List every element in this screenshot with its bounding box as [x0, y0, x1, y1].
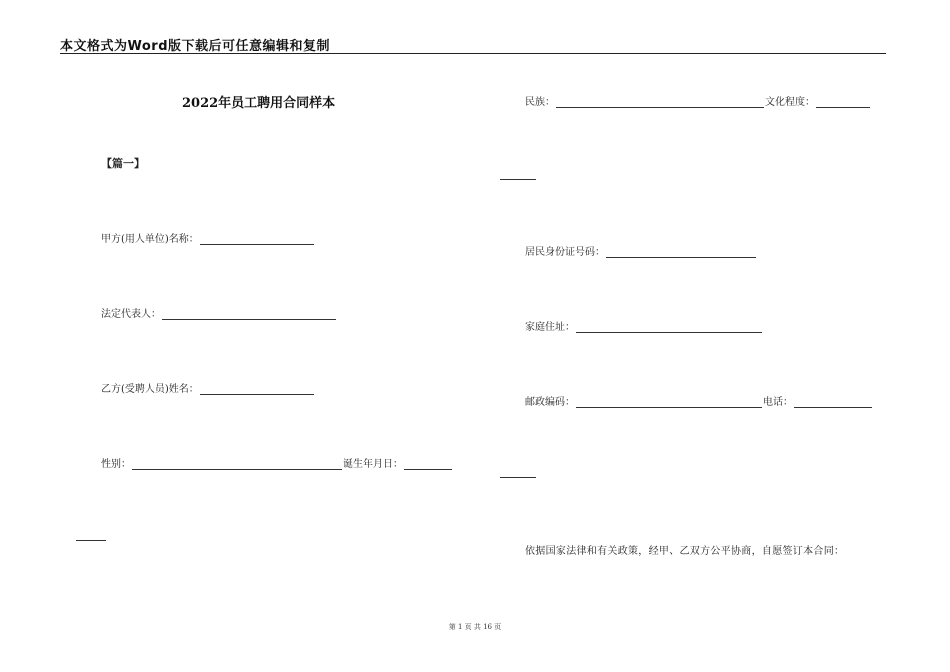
section-label: 【篇一】 — [101, 157, 145, 170]
postal-phone-field — [525, 393, 873, 408]
contract-statement: 依据国家法律和有关政策，经甲、乙双方公平协商，自愿签订本合同： — [525, 546, 845, 557]
legal-rep-label: 法定代表人： — [101, 309, 161, 320]
gender-blank[interactable] — [132, 458, 342, 470]
id-number-field — [525, 243, 757, 258]
postal-code-label: 邮政编码： — [525, 397, 575, 408]
party-a-name-blank[interactable] — [200, 233, 314, 245]
ethnicity-label: 民族： — [525, 97, 555, 108]
phone-blank[interactable] — [794, 396, 872, 408]
home-address-blank[interactable] — [576, 321, 762, 333]
home-address-field — [525, 318, 763, 333]
page-number: 第 1 页 共 16 页 — [448, 623, 502, 631]
document-title: 2022年员工聘用合同样本 — [182, 96, 336, 111]
birth-date-blank-continued[interactable] — [76, 540, 106, 541]
gender-label: 性别： — [101, 459, 131, 470]
header-rule — [60, 53, 886, 54]
party-a-name-field — [101, 230, 315, 245]
postal-code-blank[interactable] — [576, 396, 762, 408]
education-blank-continued[interactable] — [500, 179, 536, 180]
party-b-name-blank[interactable] — [200, 383, 314, 395]
ethnicity-education-field — [525, 93, 871, 108]
legal-rep-field — [101, 305, 337, 320]
legal-rep-blank[interactable] — [162, 308, 336, 320]
gender-birth-field — [101, 455, 453, 470]
phone-label: 电话： — [763, 397, 793, 408]
id-number-blank[interactable] — [606, 246, 756, 258]
education-label: 文化程度： — [765, 97, 815, 108]
ethnicity-blank[interactable] — [556, 96, 764, 108]
party-b-name-field — [101, 380, 315, 395]
header-text: 本文格式为Word版下载后可任意编辑和复制 — [60, 39, 331, 54]
phone-blank-continued[interactable] — [500, 477, 536, 478]
birth-date-label: 诞生年月日： — [343, 459, 403, 470]
party-b-name-label: 乙方(受聘人员)姓名： — [101, 384, 199, 395]
birth-date-blank[interactable] — [404, 458, 452, 470]
party-a-name-label: 甲方(用人单位)名称： — [101, 234, 199, 245]
id-number-label: 居民身份证号码： — [525, 247, 605, 258]
education-blank[interactable] — [816, 96, 870, 108]
home-address-label: 家庭住址： — [525, 322, 575, 333]
